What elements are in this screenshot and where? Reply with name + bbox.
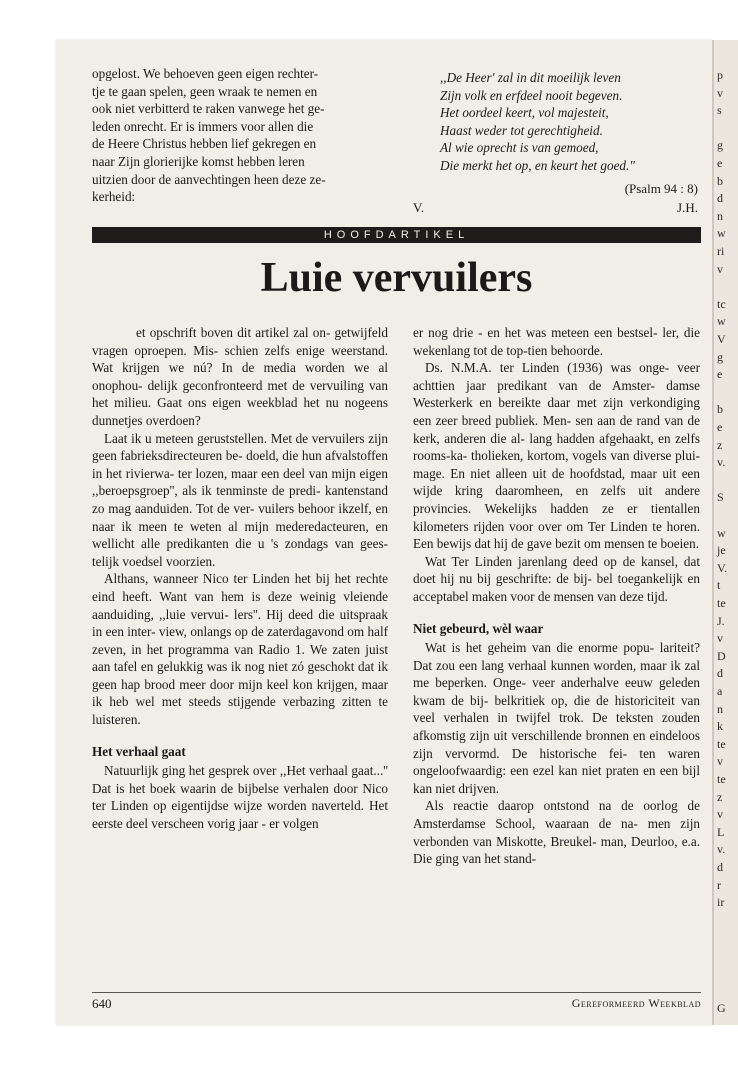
next-page-fragment: ir bbox=[717, 895, 725, 910]
next-page-fragment: v bbox=[717, 85, 723, 100]
article-headline: Luie vervuilers bbox=[260, 255, 533, 301]
left-column-article bbox=[92, 324, 388, 833]
subheading: Het verhaal gaat bbox=[92, 743, 186, 759]
footer-rule bbox=[92, 992, 701, 993]
next-page-fragment: v. bbox=[717, 455, 726, 470]
subheading: Niet gebeurd, wèl waar bbox=[413, 620, 544, 636]
signature-jh: J.H. bbox=[677, 200, 698, 215]
next-page-fragment: v bbox=[717, 631, 723, 646]
next-page-fragment: S bbox=[717, 490, 724, 505]
signature-v: V. bbox=[413, 200, 424, 215]
poem-line: Haast weder tot gerechtigheid. bbox=[440, 122, 603, 138]
article-paragraph: Wat is het geheim van die enorme popu- lariteit? Dat zou een lang verhaal kunnen worden, maar ik zal me beperken. Onge- veer anderhalve eeuw geleden kwam de bij- belkritiek op, die de historiciteit van veel verhalen in twijfel trok. De teksten zouden afkomstig zijn uit verschillende bronnen en eindeloos zijn vervormd. De historische fei- ten waren ongeloofwaardig: een ezel kan niet praten en een bijl kan niet drijven. bbox=[413, 640, 700, 796]
section-banner: HOOFDARTIKEL bbox=[92, 227, 701, 243]
next-page-fragment: tc bbox=[717, 296, 726, 311]
right-column-article bbox=[413, 324, 700, 868]
next-page-fragment: J. bbox=[717, 613, 725, 628]
text-line: naar Zijn glorierijke komst hebben leren bbox=[92, 153, 305, 169]
text-line: uitzien door de aanvechtingen heen deze ze- bbox=[92, 171, 326, 187]
text-line: leden onrecht. Er is immers voor allen die bbox=[92, 118, 314, 134]
next-page-fragment: V. bbox=[717, 560, 728, 575]
next-page-fragment: v bbox=[717, 754, 723, 769]
next-page-fragment: te bbox=[717, 736, 726, 751]
next-page-fragment: G bbox=[717, 1000, 726, 1015]
next-page-fragment: V bbox=[717, 332, 726, 346]
article-paragraph: er nog drie - en het was meteen een bestsel- ler, die wekenlang tot de top-tien behoorde. bbox=[413, 325, 700, 358]
next-page-fragment: e bbox=[717, 420, 723, 434]
next-page-fragment: r bbox=[717, 877, 721, 892]
next-page-fragment: te bbox=[717, 596, 726, 610]
article-paragraph: Althans, wanneer Nico ter Linden het bij het rechte eind heeft. Want van hem is deze weinig vleiende aanduiding, ,,luie vervui- lers''. Hij deed die uitspraak in een inter- view, onlangs op de zaterdagavond om half zeven, in het programma van Radio 1. We zaten juist aan tafel en gelukkig was ik nog niet zó geschokt dat ik geen hap brood meer door mijn keel kon krijgen, maar ik heb wel met steeds stijgende verbazing zitten te luisteren. bbox=[92, 571, 388, 728]
poem-line: Zijn volk en erfdeel nooit begeven. bbox=[440, 87, 623, 103]
next-page-fragment: te bbox=[717, 772, 726, 786]
next-page-fragment: g bbox=[717, 138, 723, 153]
next-page-fragment: D bbox=[717, 648, 726, 663]
next-page-fragment: v bbox=[717, 261, 723, 276]
article-paragraph: Als reactie daarop ontstond na de oorlog de Amsterdamse School, waaraan de na- men zijn verbonden van Miskotte, Breukel- man, Deurloo, e.a. Die ging van het stand- bbox=[413, 798, 700, 867]
left-column-intro bbox=[92, 65, 388, 206]
text-line: ook niet verbitterd te raken vanwege het ge- bbox=[92, 101, 325, 117]
psalm-quote bbox=[440, 69, 700, 175]
next-page-fragment: k bbox=[717, 719, 723, 734]
next-page-fragment: e bbox=[717, 367, 723, 382]
next-page-fragment: a bbox=[717, 684, 723, 698]
next-page-fragment: d bbox=[717, 666, 723, 681]
next-page-fragment: z bbox=[717, 789, 723, 804]
poem-line: Die merkt het op, en keurt het goed." bbox=[440, 157, 635, 173]
article-paragraph: Natuurlijk ging het gesprek over ,,Het verhaal gaat...'' Dat is het boek waarin de bijbelse verhalen door Nico ter Linden op eigentijdse wijze worden naverteld. Het eerste deel verscheen vorig jaar - er volgen bbox=[92, 763, 388, 832]
next-page-fragment: p bbox=[717, 68, 723, 82]
next-page-fragment: z bbox=[717, 437, 723, 452]
next-page-fragment: s bbox=[717, 103, 722, 118]
next-page-fragment: je bbox=[717, 543, 726, 558]
article-paragraph: et opschrift boven dit artikel zal on- getwijfeld vragen oproepen. Mis- schien zelfs enige weerstand. Wat krijgen we nú? In de media worden we al onophou- delijk geconfronteerd met de vervuiling van het milieu. Gaat ons eigen weekblad het nu nogeens dunnetjes overdoen? bbox=[92, 325, 388, 428]
next-page-fragment: w bbox=[717, 226, 726, 241]
next-page-fragment: b bbox=[717, 173, 723, 188]
next-page-fragment: b bbox=[717, 402, 723, 417]
next-page-fragment: n bbox=[717, 701, 723, 716]
text-line: opgelost. We behoeven geen eigen rechter- bbox=[92, 66, 319, 81]
article-paragraph: Laat ik u meteen geruststellen. Met de vervuilers zijn geen fabrieksdirecteuren be- doeld, die hun afvalstoffen in het rivierwa- ter lozen, maar een deel van mijn eigen ,,beroepsgroep'', als ik tenminste de predi- kantenstand zo mag aanduiden. Tot de ver- vuilers behoor ikzelf, en naar ik meen te weten al mijn mederedacteuren, en wellicht alle predikanten die u 's zondags van gees- telijk voedsel voorzien. bbox=[92, 430, 388, 569]
psalm-reference: (Psalm 94 : 8) bbox=[624, 181, 698, 196]
text-line: tje te gaan spelen, geen wraak te nemen en bbox=[92, 83, 318, 99]
next-page-fragment: d bbox=[717, 191, 723, 206]
next-page-fragment: w bbox=[717, 525, 726, 540]
next-page-fragment: L bbox=[717, 824, 725, 839]
next-page-fragment: v bbox=[717, 807, 723, 822]
page-number: 640 bbox=[92, 996, 112, 1011]
text-line: de Heere Christus hebben lief gekregen en bbox=[92, 136, 317, 152]
text-line: kerheid: bbox=[92, 189, 136, 205]
next-page-fragment: ri bbox=[717, 244, 725, 258]
next-page-fragment: g bbox=[717, 349, 723, 364]
next-page-fragment: n bbox=[717, 208, 723, 223]
next-page-fragment: t bbox=[717, 578, 721, 593]
poem-line: Het oordeel keert, vol majesteit, bbox=[440, 105, 609, 121]
next-page-fragment: e bbox=[717, 156, 723, 170]
next-page-fragment: w bbox=[717, 314, 726, 329]
next-page-fragment: v. bbox=[717, 842, 726, 857]
poem-line: Al wie oprecht is van gemoed, bbox=[440, 140, 599, 156]
article-paragraph: Wat Ter Linden jarenlang deed op de kansel, dat doet hij nu bij geschrifte: de bij- bel toegankelijk en acceptabel maken voor de mensen van deze tijd. bbox=[413, 553, 700, 604]
publication-name: Gereformeerd Weekblad bbox=[571, 996, 701, 1010]
article-paragraph: Ds. N.M.A. ter Linden (1936) was onge- veer achttien jaar predikant van de Amster- damse Westerkerk en bereikte daar met zijn verkondiging een zeer breed publiek. Men- sen aan de rand van de kerk, anderen die al- lang hadden afgehaakt, en zelfs rooms-ka- tholieken, kortom, vogels van diverse plui- mage. En niet alleen uit de hoofdstad, maar uit een wijde kring daaromheen, en zelfs uit andere provincies. Wekelijks hadden ze er tientallen kilometers rijden voor over om Ter Linden te horen. Een bewijs dat hij de gave bezit om mensen te boeien. bbox=[413, 360, 700, 552]
next-page-edge bbox=[712, 40, 738, 1025]
next-page-fragment: d bbox=[717, 860, 723, 874]
poem-line: ,,De Heer' zal in dit moeilijk leven bbox=[440, 70, 621, 85]
